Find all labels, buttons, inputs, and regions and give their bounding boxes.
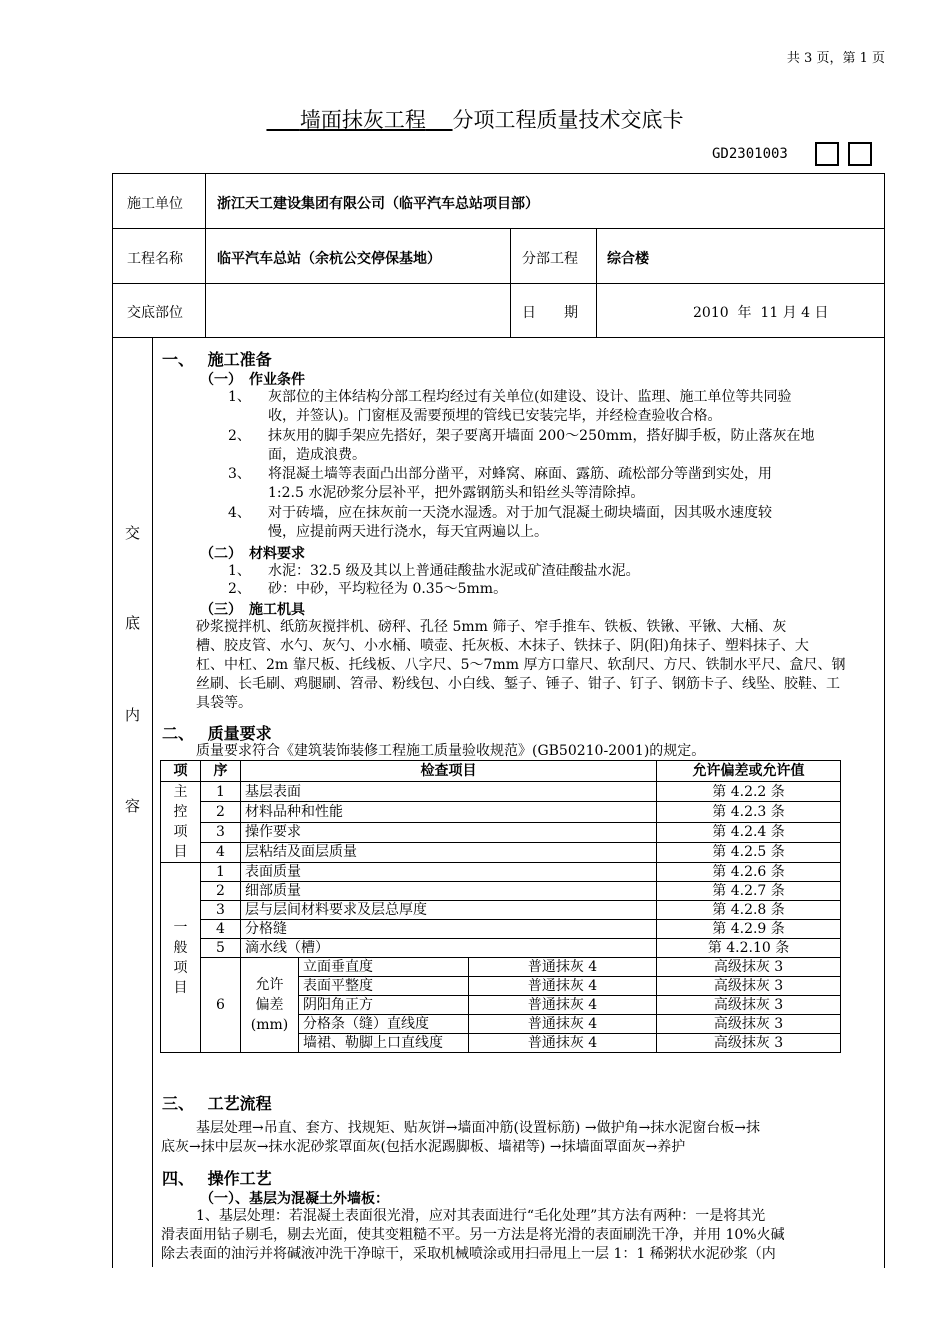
sub-project-label: 分部工程 (522, 251, 578, 267)
unit-label: 施工单位 (127, 196, 183, 212)
list-item-text: 将混凝土墙等表面凸出部分凿平，对蜂窝、麻面、露筋、疏松部分等凿到实处，用 (268, 466, 772, 482)
quality-table (160, 760, 841, 1053)
dev-high-cell: 高级抹灰 3 (657, 996, 841, 1015)
project-label: 工程名称 (127, 251, 183, 267)
seq-cell: 4 (201, 920, 241, 939)
table-header-row (161, 761, 841, 782)
header-seq: 序 (201, 761, 241, 782)
seq-cell: 1 (201, 863, 241, 882)
table-row (161, 822, 841, 842)
part-label: 交底部位 (127, 305, 183, 321)
seq-cell: 3 (201, 822, 241, 842)
list-item-text: 慢，应提前两天进行浇水，每天宜两遍以上。 (268, 524, 548, 540)
date-value: 2010 年 11 月 4 日 (693, 305, 829, 321)
dev-high-cell: 高级抹灰 3 (657, 977, 841, 996)
seq-cell: 4 (201, 842, 241, 862)
check-cell: 基层表面 (241, 782, 657, 802)
check-cell: 层与层间材料要求及层总厚度 (241, 901, 657, 920)
list-item-number: 3、 (228, 466, 251, 482)
check-cell: 操作要求 (241, 822, 657, 842)
operation-line: 滑表面用钻子剔毛，剔去光面，使其变粗糙不平。另一方法是将光滑的表面刷洗干净，并用 10%火碱 (161, 1227, 785, 1243)
section-4-sub-1: （一）、基层为混凝土外墙板： (200, 1191, 389, 1207)
page-title (0, 104, 950, 134)
seq-cell: 3 (201, 901, 241, 920)
dev-normal-cell: 普通抹灰 4 (469, 958, 657, 977)
allow-cell: 第 4.2.9 条 (657, 920, 841, 939)
title-rest: 分项工程质量技术交底卡 (452, 108, 684, 132)
check-cell: 滴水线（槽） (241, 939, 657, 958)
divider (112, 283, 884, 284)
seq-cell: 2 (201, 882, 241, 901)
divider (205, 173, 206, 338)
divider (112, 228, 884, 229)
date-label: 日 期 (522, 305, 578, 321)
list-item-number: 2、 (228, 428, 251, 444)
check-cell: 分格缝 (241, 920, 657, 939)
dev-name-cell: 阴阳角正方 (299, 996, 469, 1015)
page-number: 共 3 页，第 1 页 (786, 51, 885, 66)
check-cell: 表面质量 (241, 863, 657, 882)
tools-line: 杠、中杠、2m 靠尺板、托线板、八字尺、5～7mm 厚方口靠尺、软刮尺、方尺、铁制水平尺、盒尺、钢 (196, 657, 846, 673)
seq-cell: 1 (201, 782, 241, 802)
table-row (161, 842, 841, 862)
tools-line: 丝刷、长毛刷、鸡腿刷、笤帚、粉线包、小白线、錾子、锤子、钳子、钉子、钢筋卡子、线坠、胶鞋、工 (196, 676, 840, 692)
section-1-sub-2: （二） 材料要求 (200, 546, 305, 562)
dev-normal-cell: 普通抹灰 4 (469, 977, 657, 996)
sub-project-value: 综合楼 (607, 251, 649, 267)
process-line: 基层处理→吊直、套方、找规矩、贴灰饼→墙面冲筋(设置标筋) →做护角→抹水泥窗台板→抹 (196, 1120, 761, 1136)
check-cell: 细部质量 (241, 882, 657, 901)
list-item-number: 4、 (228, 505, 251, 521)
deviation-label: 允许 偏差 (mm) (241, 958, 299, 1053)
check-cell: 材料品种和性能 (241, 802, 657, 822)
section-1-sub-3: （三） 施工机具 (200, 602, 305, 618)
dev-name-cell: 立面垂直度 (299, 958, 469, 977)
checkbox-1[interactable] (815, 142, 839, 166)
allow-cell: 第 4.2.3 条 (657, 802, 841, 822)
list-item-text: 水泥：32.5 级及其以上普通硅酸盐水泥或矿渣硅酸盐水泥。 (268, 563, 640, 579)
seq-cell: 2 (201, 802, 241, 822)
dev-normal-cell: 普通抹灰 4 (469, 996, 657, 1015)
allow-cell: 第 4.2.6 条 (657, 863, 841, 882)
allow-cell: 第 4.2.2 条 (657, 782, 841, 802)
title-project: 墙面抹灰工程 (299, 108, 426, 132)
list-item-text: 抹灰用的脚手架应先搭好，架子要离开墙面 200～250mm，搭好脚手板，防止落灰在地 (268, 428, 815, 444)
quality-intro: 质量要求符合《建筑装饰装修工程施工质量验收规范》(GB50210-2001)的规定。 (196, 743, 706, 759)
list-item-number: 1、 (228, 563, 251, 579)
divider (112, 337, 884, 338)
section-1-title: 一、 施工准备 (162, 350, 272, 369)
header-allow: 允许偏差或允许值 (657, 761, 841, 782)
header-item: 项 (161, 761, 201, 782)
divider (596, 228, 597, 338)
dev-name-cell: 表面平整度 (299, 977, 469, 996)
list-item-text: 对于砖墙，应在抹灰前一天浇水湿透。对于加气混凝土砌块墙面，因其吸水速度较 (268, 505, 772, 521)
table-row (161, 939, 841, 958)
list-item-text: 收，并签认)。门窗框及需要预埋的管线已安装完毕，并经检查验收合格。 (268, 408, 722, 424)
dev-normal-cell: 普通抹灰 4 (469, 1015, 657, 1034)
section-2-title: 二、 质量要求 (162, 724, 272, 743)
dev-high-cell: 高级抹灰 3 (657, 958, 841, 977)
side-label-char: 内 (125, 706, 141, 724)
main-control-label: 主 控 项 目 (161, 782, 201, 863)
table-row (161, 958, 841, 977)
process-line: 底灰→抹中层灰→抹水泥砂浆罩面灰(包括水泥踢脚板、墙裙等) →抹墙面罩面灰→养护 (161, 1139, 686, 1155)
dev-high-cell: 高级抹灰 3 (657, 1015, 841, 1034)
table-row (161, 802, 841, 822)
allow-cell: 第 4.2.8 条 (657, 901, 841, 920)
seq-cell: 5 (201, 939, 241, 958)
section-3-title: 三、 工艺流程 (162, 1094, 272, 1113)
list-item-text: 砂：中砂，平均粒径为 0.35～5mm。 (268, 581, 508, 597)
doc-code: GD2301003 (712, 146, 788, 162)
tools-line: 具袋等。 (196, 695, 252, 711)
tools-line: 槽、胶皮管、水勺、灰勺、小水桶、喷壶、托灰板、木抹子、铁抹子、阴(阳)角抹子、塑料抹子、大 (196, 638, 809, 654)
list-item-text: 灰部位的主体结构分部工程均经过有关单位(如建设、设计、监理、施工单位等共同验 (268, 389, 792, 405)
allow-cell: 第 4.2.4 条 (657, 822, 841, 842)
section-4-title: 四、 操作工艺 (162, 1169, 272, 1188)
table-row (161, 901, 841, 920)
list-item-number: 2、 (228, 581, 251, 597)
table-row (161, 782, 841, 802)
check-cell: 层粘结及面层质量 (241, 842, 657, 862)
allow-cell: 第 4.2.7 条 (657, 882, 841, 901)
list-item-text: 1:2.5 水泥砂浆分层补平，把外露钢筋头和铅丝头等清除掉。 (268, 485, 645, 501)
side-label-char: 底 (125, 614, 141, 632)
side-label-char: 容 (125, 797, 141, 815)
checkbox-2[interactable] (848, 142, 872, 166)
dev-name-cell: 分格条（缝）直线度 (299, 1015, 469, 1034)
operation-line: 1、基层处理：若混凝土表面很光滑，应对其表面进行“毛化处理”其方法有两种：一是将其光 (196, 1208, 766, 1224)
divider (152, 337, 153, 1267)
operation-line: 除去表面的油污并将碱液冲洗干净晾干，采取机械喷涂或用扫帚甩上一层 1：1 稀粥状水泥砂浆（内 (161, 1246, 776, 1262)
section-1-sub-1: （一） 作业条件 (200, 372, 305, 388)
header-check: 检查项目 (241, 761, 657, 782)
table-row (161, 863, 841, 882)
unit-value: 浙江天工建设集团有限公司（临平汽车总站项目部） (217, 196, 539, 212)
list-item-text: 面，造成浪费。 (268, 447, 366, 463)
dev-high-cell: 高级抹灰 3 (657, 1034, 841, 1053)
project-value: 临平汽车总站（余杭公交停保基地） (217, 251, 441, 267)
divider (510, 228, 511, 338)
dev-name-cell: 墙裙、勒脚上口直线度 (299, 1034, 469, 1053)
tools-line: 砂浆搅拌机、纸筋灰搅拌机、磅秤、孔径 5mm 筛子、窄手推车、铁板、铁锹、平锹、大桶、灰 (196, 619, 787, 635)
general-label: 一 般 项 目 (161, 863, 201, 1053)
side-label-char: 交 (125, 524, 141, 542)
seq-cell: 6 (201, 958, 241, 1053)
table-row (161, 920, 841, 939)
list-item-number: 1、 (228, 389, 251, 405)
dev-normal-cell: 普通抹灰 4 (469, 1034, 657, 1053)
allow-cell: 第 4.2.5 条 (657, 842, 841, 862)
table-row (161, 882, 841, 901)
allow-cell: 第 4.2.10 条 (657, 939, 841, 958)
